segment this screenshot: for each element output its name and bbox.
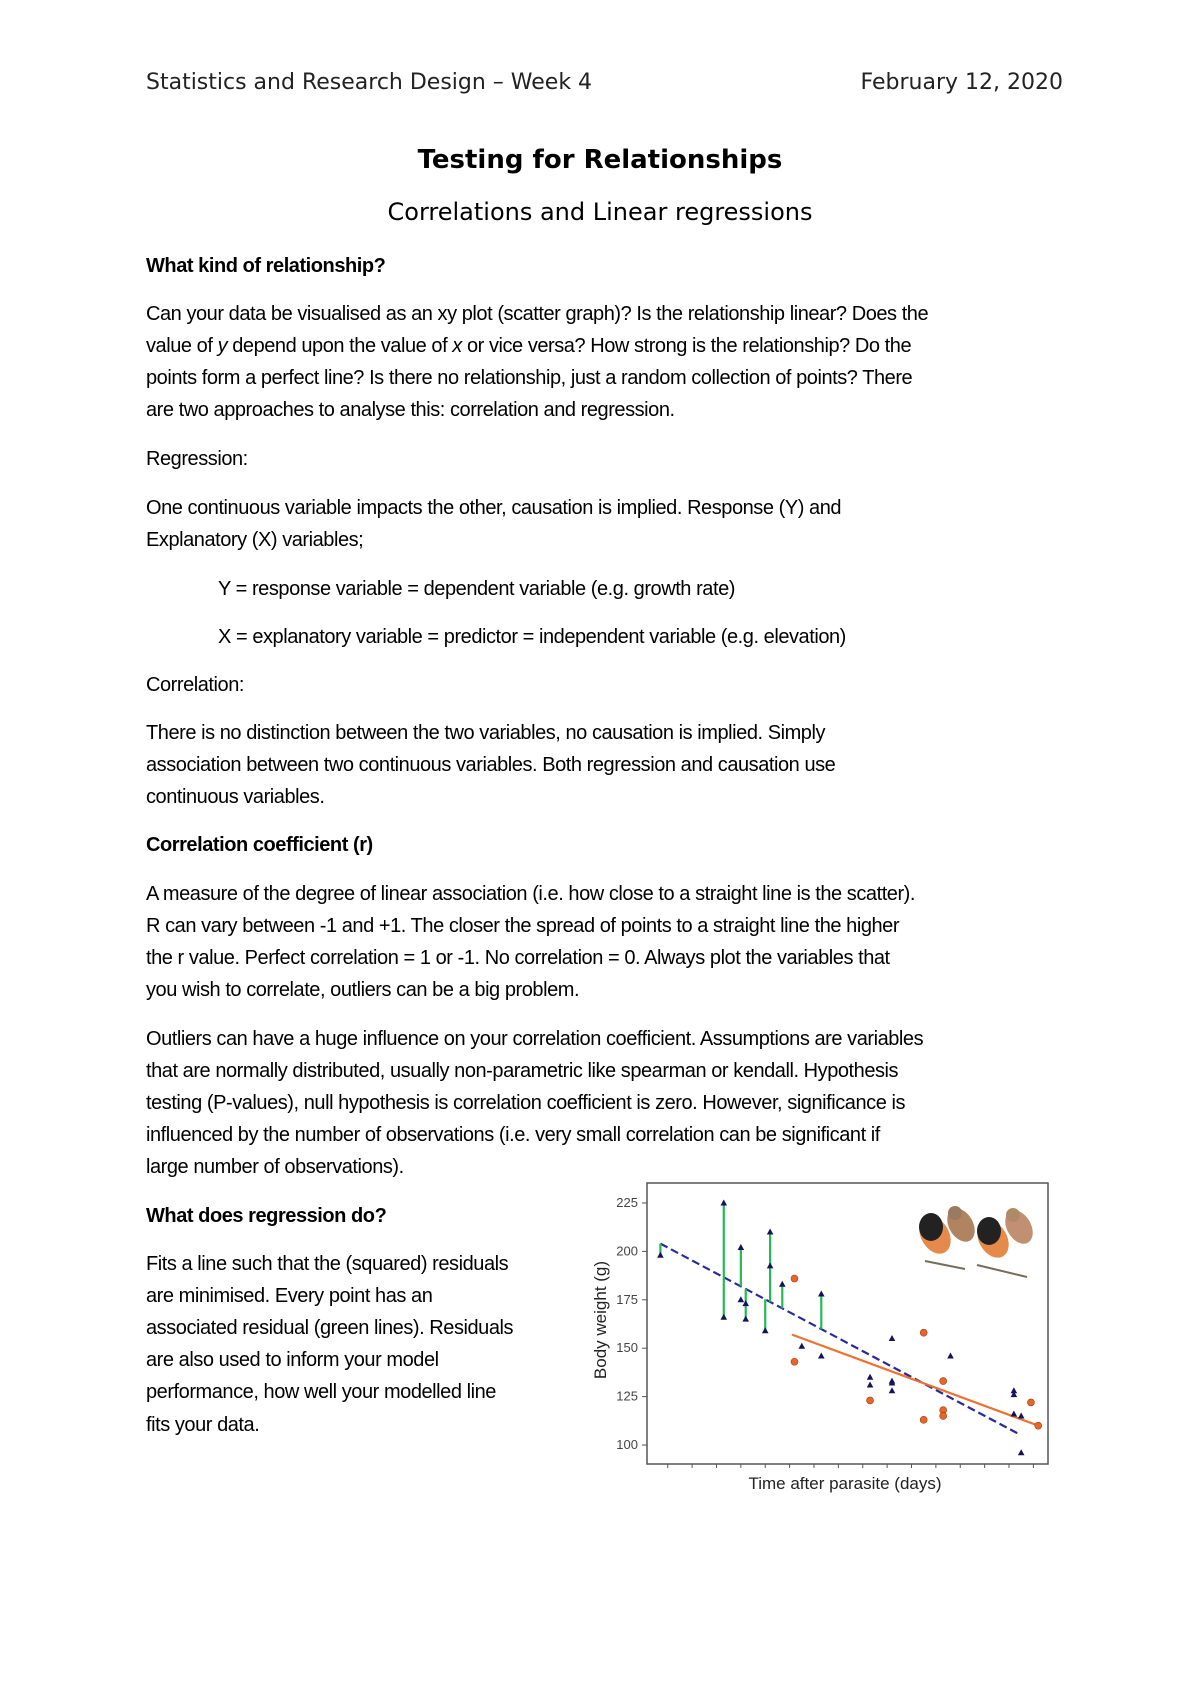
y-tick-label: 225 bbox=[616, 1195, 638, 1210]
y-tick-label: 125 bbox=[616, 1388, 638, 1404]
section-heading: Correlation coefficient (r) bbox=[146, 834, 373, 856]
text-line: testing (P-values), null hypothesis is correlation coefficient is zero. However, significance is bbox=[146, 1092, 906, 1114]
text-segment: or vice versa? How strong is the relationship? Do the bbox=[461, 335, 912, 357]
text-line: One continuous variable impacts the other, causation is implied. Response (Y) and bbox=[146, 497, 842, 519]
header-date: February 12, 2020 bbox=[860, 70, 1063, 95]
data-point-circle bbox=[940, 1412, 947, 1419]
text-line: that are normally distributed, usually non-parametric like spearman or kendall. Hypothesis bbox=[146, 1060, 899, 1082]
y-tick-label: 200 bbox=[616, 1243, 638, 1259]
data-point-circle bbox=[791, 1358, 798, 1365]
section-heading: What kind of relationship? bbox=[146, 255, 386, 277]
text-line: are two approaches to analyse this: correlation and regression. bbox=[146, 399, 675, 421]
italic-variable: x bbox=[452, 335, 462, 357]
data-point-circle bbox=[920, 1416, 927, 1423]
y-tick-label: 175 bbox=[616, 1291, 638, 1307]
text-line: influenced by the number of observations (i.e. very small correlation can be significant if bbox=[146, 1124, 880, 1146]
text-line: Can your data be visualised as an xy plot (scatter graph)? Is the relationship linear? Does the bbox=[146, 303, 929, 325]
text-line: X = explanatory variable = predictor = independent variable (e.g. elevation) bbox=[218, 626, 846, 648]
text-line: performance, how well your modelled line bbox=[146, 1381, 496, 1403]
page-subtitle: Correlations and Linear regressions bbox=[387, 198, 813, 226]
text-line: you wish to correlate, outliers can be a big problem. bbox=[146, 979, 580, 1001]
data-point-circle bbox=[920, 1329, 927, 1336]
page-title: Testing for Relationships bbox=[417, 145, 783, 175]
text-line: Y = response variable = dependent variable (e.g. growth rate) bbox=[218, 578, 735, 600]
text-line: associated residual (green lines). Residuals bbox=[146, 1317, 514, 1339]
text-line: points form a perfect line? Is there no relationship, just a random collection of points? There bbox=[146, 367, 913, 389]
y-tick-label: 100 bbox=[616, 1437, 638, 1452]
text-line: Correlation: bbox=[146, 674, 244, 696]
italic-variable: y bbox=[217, 335, 228, 357]
text-segment: depend upon the value of bbox=[227, 335, 453, 357]
text-line: are minimised. Every point has an bbox=[146, 1285, 433, 1307]
text-line: Fits a line such that the (squared) residuals bbox=[146, 1253, 509, 1275]
data-point-circle bbox=[1027, 1399, 1034, 1406]
text-line: association between two continuous variables. Both regression and causation use bbox=[146, 754, 836, 776]
text-line: large number of observations). bbox=[146, 1156, 404, 1178]
text-line: Regression: bbox=[146, 448, 248, 470]
text-line: are also used to inform your model bbox=[146, 1349, 439, 1371]
data-point-circle bbox=[867, 1397, 874, 1404]
header-course-title: Statistics and Research Design – Week 4 bbox=[146, 70, 593, 95]
text-line: fits your data. bbox=[146, 1414, 260, 1436]
section-heading: What does regression do? bbox=[146, 1205, 387, 1227]
text-line: Explanatory (X) variables; bbox=[146, 529, 364, 551]
text-line: Outliers can have a huge influence on your correlation coefficient. Assumptions are variables bbox=[146, 1028, 924, 1050]
text-segment: value of bbox=[146, 335, 218, 357]
y-axis-label: Body weight (g) bbox=[591, 1260, 610, 1380]
y-tick-label: 150 bbox=[616, 1340, 638, 1356]
body-weight-chart bbox=[580, 1170, 1080, 1530]
text-line: the r value. Perfect correlation = 1 or -1. No correlation = 0. Always plot the variables that bbox=[146, 947, 890, 969]
data-point-circle bbox=[1035, 1422, 1042, 1429]
text-line bbox=[146, 334, 911, 358]
text-line: R can vary between -1 and +1. The closer the spread of points to a straight line the higher bbox=[146, 915, 900, 937]
data-point-circle bbox=[791, 1275, 798, 1282]
text-line: A measure of the degree of linear association (i.e. how close to a straight line is the scatter). bbox=[146, 883, 915, 905]
x-axis-label: Time after parasite (days) bbox=[748, 1474, 942, 1493]
text-line: There is no distinction between the two variables, no causation is implied. Simply bbox=[146, 722, 826, 744]
text-line: continuous variables. bbox=[146, 786, 325, 808]
data-point-circle bbox=[940, 1378, 947, 1385]
